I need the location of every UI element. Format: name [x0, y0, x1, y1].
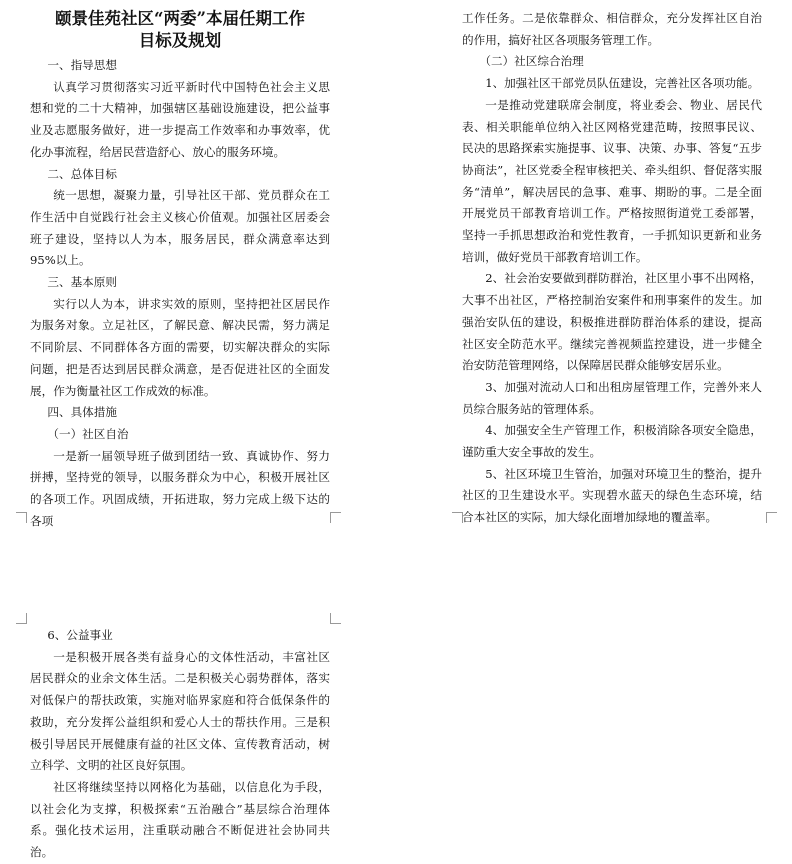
bottom-column [30, 625, 330, 864]
paragraph: 工作任务。二是依靠群众、相信群众，充分发挥社区自治的作用，搞好社区各项服务管理工作。 [462, 11, 762, 47]
page-gap [0, 532, 792, 607]
paragraph: 2、社会治安要做到群防群治，社区里小事不出网格，大事不出社区，严格控制治安案件和刑事案件的发生。加强治安队伍的建设，积极推进群防群治体系的建设，提高社区安全防范水平。继续完善视频监控建设，进一步健全治安防范管理网络，以保障居民群众能够安居乐业。 [462, 271, 762, 373]
section-heading: （一）社区自治 [47, 426, 129, 441]
crop-mark [330, 613, 341, 624]
section-heading: 三、基本原则 [47, 275, 117, 290]
paragraph: 一是积极开展各类有益身心的文体性活动，丰富社区居民群众的业余文体生活。二是积极关心弱势群体，落实对低保户的帮扶政策，实施对临界家庭和符合低保条件的救助，充分发挥公益组织和爱心人士的帮扶作用。三是积极引导居民开展健康有益的社区文体、宣传教育活动，树立科学、文明的社区良好氛围。 [30, 649, 330, 773]
crop-mark [16, 613, 27, 624]
paragraph: 1、加强社区干部党员队伍建设，完善社区各项功能。 [485, 76, 760, 91]
crop-mark [16, 512, 27, 523]
paragraph: 统一思想，凝聚力量，引导社区干部、党员群众在工作生活中自觉践行社会主义核心价值观。加强社区居委会班子建设，坚持以人为本，服务居民，群众满意率达到95%以上。 [30, 188, 330, 268]
section-heading: 二、总体目标 [47, 166, 117, 181]
paragraph: 3、加强对流动人口和出租房屋管理工作，完善外来人员综合服务站的管理体系。 [462, 379, 762, 416]
section-heading: 一、指导思想 [47, 58, 117, 72]
paragraph: 认真学习贯彻落实习近平新时代中国特色社会主义思想和党的二十大精神，加强辖区基础设施建设，把公益事业及志愿服务做好，进一步提高工作效率和办事效率，优化办事流程，给居民营造舒心、放心的服务环境。 [30, 79, 330, 159]
section-heading: （二）社区综合治理 [479, 54, 584, 69]
section-heading: 6、公益事业 [47, 628, 113, 642]
crop-mark [330, 512, 341, 523]
document-page-bottom [0, 607, 792, 860]
paragraph: 一是新一届领导班子做到团结一致、真诚协作、努力拼搏，坚持党的领导，以服务群众为中心，积极开展社区的各项工作。巩固成绩，开拓进取，努力完成上级下达的各项 [30, 448, 330, 528]
paragraph: 4、加强安全生产管理工作，积极消除各项安全隐患，谨防重大安全事故的发生。 [462, 423, 762, 460]
title-line2: 目标及规划 [138, 31, 222, 50]
crop-mark [452, 512, 463, 523]
crop-mark [766, 512, 777, 523]
paragraph: 一是推动党建联席会制度，将业委会、物业、居民代表、相关职能单位纳入社区网格党建范畴，按照事民议、民决的思路探索实施提事、议事、决策、办事、答复“五步协商法”，社区党委全程审核把关、牵头组织、督促落实服务“清单”，解决居民的急事、难事、期盼的事。二是全面开展党员干部教育培训工作。严格按照街道党工委部署，坚持一手抓思想政治和党性教育，一手抓知识更新和业务培训，做好党员干部教育培训工作。 [462, 97, 762, 264]
title-line1: 颐景佳苑社区“两委”本届任期工作 [55, 9, 305, 28]
doc-title [30, 8, 330, 52]
paragraph: 5、社区环境卫生管治，加强对环境卫生的整治，提升社区的卫生建设水平。实现碧水蓝天的绿色生态环境，结合本社区的实际，加大绿化面增加绿地的覆盖率。 [462, 466, 762, 525]
left-column [30, 8, 330, 532]
right-column [462, 8, 762, 529]
section-heading: 四、具体措施 [47, 405, 117, 420]
paragraph: 社区将继续坚持以网格化为基础，以信息化为手段，以社会化为支撑，积极探索“五治融合”基层综合治理体系。强化技术运用，注重联动融合不断促进社会协同共治。 [30, 779, 330, 860]
paragraph: 实行以人为本，讲求实效的原则，坚持把社区居民作为服务对象。立足社区，了解民意、解决民需，努力满足不同阶层、不同群体各方面的需要，切实解决群众的实际问题，把是否达到居民群众满意，是否促进社区的全面发展，作为衡量社区工作成效的标准。 [30, 296, 330, 398]
